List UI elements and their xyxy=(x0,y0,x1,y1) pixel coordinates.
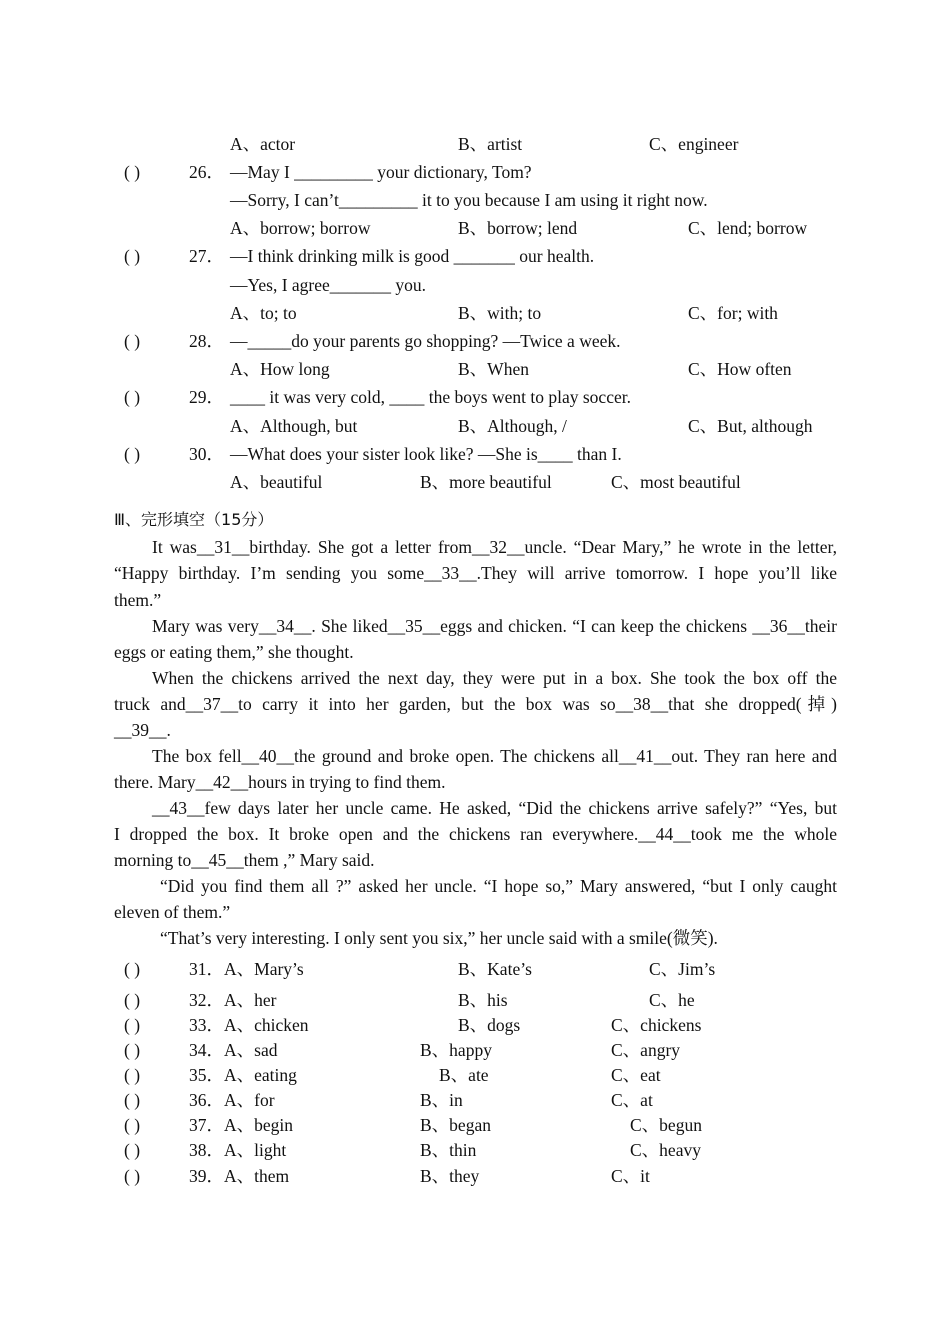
q25-option-c: C、engineer xyxy=(649,134,739,154)
item-38-answer-blank: ( ) xyxy=(124,1140,141,1160)
item-35-option-a: 35．A、eating xyxy=(189,1065,297,1085)
item-33-option-c: C、chickens xyxy=(611,1015,702,1035)
q30-number: 30． xyxy=(189,444,224,464)
passage-line: “That’s very interesting. I only sent you six,” her uncle said with a smile(微笑). xyxy=(160,928,718,948)
item-35-answer-blank: ( ) xyxy=(124,1065,141,1085)
q28-number: 28． xyxy=(189,331,224,351)
q29-option-a: A、Although, but xyxy=(230,416,358,436)
q30-answer-blank: ( ) xyxy=(124,444,141,464)
q29-option-b: B、Although, / xyxy=(458,416,567,436)
passage-line: “Did you find them all ?” asked her uncle. “I hope so,” Mary answered, “but I only caught xyxy=(160,876,837,896)
item-37-option-c: C、begun xyxy=(630,1115,702,1135)
q28-stem: —_____do your parents go shopping? —Twice a week. xyxy=(230,331,621,351)
passage-line: truck and__37__to carry it into her garden, but the box was so__38__that she dropped(掉) xyxy=(114,694,837,714)
q30-option-a: A、beautiful xyxy=(230,472,323,492)
passage-line: eggs or eating them,” she thought. xyxy=(114,642,354,662)
item-31-option-c: C、Jim’s xyxy=(649,959,716,979)
passage-line: It was__31__birthday. She got a letter from__32__uncle. “Dear Mary,” he wrote in the letter, xyxy=(152,537,837,557)
item-33-answer-blank: ( ) xyxy=(124,1015,141,1035)
passage-line: morning to__45__them ,” Mary said. xyxy=(114,850,375,870)
passage-line: Mary was very__34__. She liked__35__eggs and chicken. “I can keep the chickens __36__their xyxy=(152,616,837,636)
item-36-option-b: B、in xyxy=(420,1090,463,1110)
passage-line: The box fell__40__the ground and broke open. The chickens all__41__out. They ran here and xyxy=(152,746,837,766)
q27-option-b: B、with; to xyxy=(458,303,542,323)
q28-option-a: A、How long xyxy=(230,359,330,379)
item-39-answer-blank: ( ) xyxy=(124,1166,141,1186)
item-33-option-b: B、dogs xyxy=(458,1015,521,1035)
q29-stem: ____ it was very cold, ____ the boys went to play soccer. xyxy=(230,387,631,407)
item-31-answer-blank: ( ) xyxy=(124,959,141,979)
q26-option-b: B、borrow; lend xyxy=(458,218,578,238)
passage-line: “Happy birthday. I’m sending you some__33__.They will arrive tomorrow. I hope you’ll like xyxy=(114,563,837,583)
q26-answer-blank: ( ) xyxy=(124,162,141,182)
q28-answer-blank: ( ) xyxy=(124,331,141,351)
passage-line: there. Mary__42__hours in trying to find them. xyxy=(114,772,446,792)
item-39-option-b: B、they xyxy=(420,1166,480,1186)
q27-answer-blank: ( ) xyxy=(124,246,141,266)
q26-stem: —May I _________ your dictionary, Tom? xyxy=(230,162,532,182)
item-38-option-b: B、thin xyxy=(420,1140,477,1160)
q26-stem-2: —Sorry, I can’t_________ it to you because I am using it right now. xyxy=(230,190,708,210)
q27-stem: —I think drinking milk is good _______ our health. xyxy=(230,246,595,266)
q29-number: 29． xyxy=(189,387,224,407)
item-38-option-c: C、heavy xyxy=(630,1140,701,1160)
q30-stem: —What does your sister look like? —She is____ than I. xyxy=(230,444,622,464)
q29-answer-blank: ( ) xyxy=(124,387,141,407)
item-35-option-c: C、eat xyxy=(611,1065,661,1085)
section-heading: Ⅲ、完形填空（15分） xyxy=(114,510,274,529)
item-36-answer-blank: ( ) xyxy=(124,1090,141,1110)
item-37-option-b: B、began xyxy=(420,1115,491,1135)
item-32-option-c: C、he xyxy=(649,990,695,1010)
passage-line: I dropped the box. It broke open and the chickens ran everywhere.__44__took me the whole xyxy=(114,824,837,844)
q27-stem-2: —Yes, I agree_______ you. xyxy=(230,275,427,295)
item-35-option-b: B、ate xyxy=(439,1065,489,1085)
item-37-option-a: 37．A、begin xyxy=(189,1115,294,1135)
item-37-answer-blank: ( ) xyxy=(124,1115,141,1135)
item-34-option-b: B、happy xyxy=(420,1040,492,1060)
q26-option-a: A、borrow; borrow xyxy=(230,218,371,238)
q28-option-c: C、How often xyxy=(688,359,792,379)
q30-option-c: C、most beautiful xyxy=(611,472,741,492)
item-39-option-c: C、it xyxy=(611,1166,650,1186)
item-32-option-a: 32．A、her xyxy=(189,990,277,1010)
q27-option-c: C、for; with xyxy=(688,303,778,323)
q25-option-a: A、actor xyxy=(230,134,296,154)
item-34-option-c: C、angry xyxy=(611,1040,681,1060)
item-33-option-a: 33．A、chicken xyxy=(189,1015,309,1035)
q29-option-c: C、But, although xyxy=(688,416,813,436)
item-34-answer-blank: ( ) xyxy=(124,1040,141,1060)
item-34-option-a: 34．A、sad xyxy=(189,1040,278,1060)
passage-line: them.” xyxy=(114,590,162,610)
item-39-option-a: 39．A、them xyxy=(189,1166,290,1186)
item-31-option-b: B、Kate’s xyxy=(458,959,532,979)
q28-option-b: B、When xyxy=(458,359,529,379)
item-31-option-a: 31．A、Mary’s xyxy=(189,959,304,979)
q27-option-a: A、to; to xyxy=(230,303,297,323)
passage-line: __39__. xyxy=(114,720,171,740)
q25-option-b: B、artist xyxy=(458,134,523,154)
q27-number: 27． xyxy=(189,246,224,266)
passage-line: eleven of them.” xyxy=(114,902,231,922)
passage-line: When the chickens arrived the next day, they were put in a box. She took the box off the xyxy=(152,668,837,688)
q26-number: 26． xyxy=(189,162,224,182)
item-36-option-a: 36．A、for xyxy=(189,1090,275,1110)
q30-option-b: B、more beautiful xyxy=(420,472,552,492)
item-36-option-c: C、at xyxy=(611,1090,653,1110)
passage-line: __43__few days later her uncle came. He asked, “Did the chickens arrive safely?” “Yes, but xyxy=(152,798,837,818)
q26-option-c: C、lend; borrow xyxy=(688,218,808,238)
item-32-answer-blank: ( ) xyxy=(124,990,141,1010)
item-32-option-b: B、his xyxy=(458,990,508,1010)
item-38-option-a: 38．A、light xyxy=(189,1140,287,1160)
